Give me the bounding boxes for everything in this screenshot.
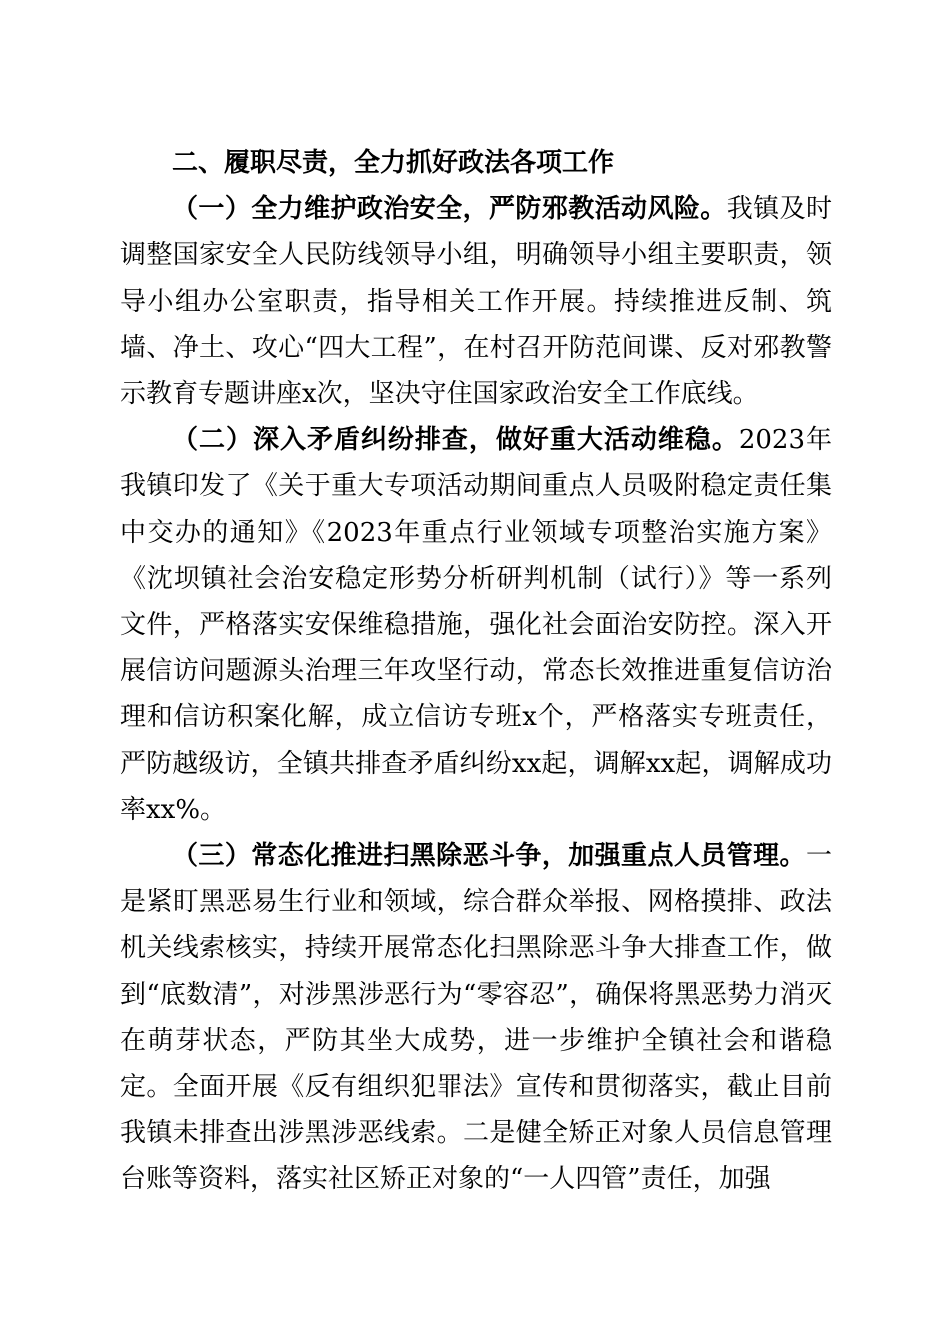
paragraph-dispute-screening [120,417,832,833]
paragraph-text: 一是紧盯黑恶易生行业和领域，综合群众举报、网格摸排、政法机关线索核实，持续开展常态化扫黑除恶斗争大排查工作，做到“底数清”，对涉黑涉恶行为“零容忍”，确保将黑恶势力消灭在萌芽状态，严防其坐大成势，进一步维护全镇社会和谐稳定。全面开展《反有组织犯罪法》宣传和贯彻落实，截止目前我镇未排查出涉黑涉恶线索。二是健全矫正对象人员信息管理台账等资料，落实社区矫正对象的“一人四管”责任，加强 [120,841,832,1195]
paragraph-anti-crime [120,833,832,1203]
paragraph-lead: （一）全力维护政治安全，严防邪教活动风险。 [172,194,727,225]
paragraph-text: 我镇及时调整国家安全人民防线领导小组，明确领导小组主要职责，领导小组办公室职责，指导相关工作开展。持续推进反制、筑墙、净土、攻心“四大工程”，在村召开防范间谍、反对邪教警示教育专题讲座x次，坚决守住国家政治安全工作底线。 [120,194,832,410]
paragraph-lead: （三）常态化推进扫黑除恶斗争，加强重点人员管理。 [172,841,806,872]
paragraph-political-security [120,186,832,417]
section-heading: 二、履职尽责，全力抓好政法各项工作 [172,148,615,178]
paragraph-lead: （二）深入矛盾纠纷排查，做好重大活动维稳。 [172,425,739,456]
paragraph-text: 2023年我镇印发了《关于重大专项活动期间重点人员吸附稳定责任集中交办的通知》《2023年重点行业领域专项整治实施方案》《沈坝镇社会治安稳定形势分析研判机制（试行）》等一系列文件，严格落实安保维稳措施，强化社会面治安防控。深入开展信访问题源头治理三年攻坚行动，常态长效推进重复信访治理和信访积案化解，成立信访专班x个，严格落实专班责任，严防越级访，全镇共排查矛盾纠纷xx起，调解xx起，调解成功率xx%。 [120,425,832,825]
document-body [120,140,832,1203]
